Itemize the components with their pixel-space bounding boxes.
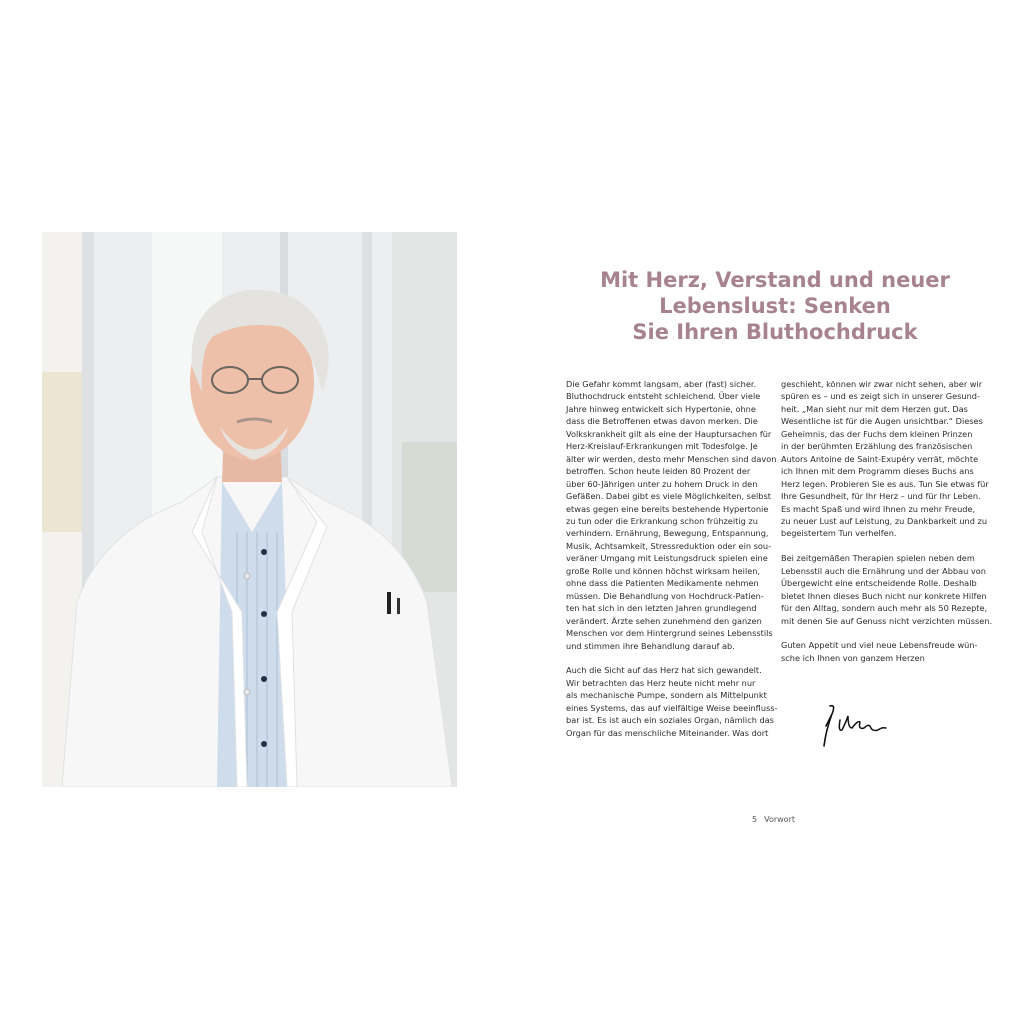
text-line: ohne dass die Patienten Medikamente nehmen bbox=[566, 578, 759, 589]
text-line: Auch die Sicht auf das Herz hat sich gewandelt. bbox=[566, 665, 762, 676]
text-line: spüren es – und es zeigt sich in unserer Gesund- bbox=[781, 391, 980, 402]
text-line: Guten Appetit und viel neue Lebensfreude wün- bbox=[781, 640, 978, 651]
text-line: veräner Umgang mit Leistungsdruck spielen eine bbox=[566, 553, 768, 564]
text-line: etwas gegen eine bereits bestehende Hypertonie bbox=[566, 503, 769, 514]
text-line: Bei zeitgemäßen Therapien spielen neben dem bbox=[781, 553, 975, 564]
text-line: bietet Ihnen dieses Buch nicht nur konkrete Hilfen bbox=[781, 590, 987, 601]
body-column-left bbox=[566, 378, 778, 752]
paragraph bbox=[566, 664, 778, 739]
text-line: große Rolle und können höchst wirksam heilen, bbox=[566, 565, 761, 576]
text-line: Gefäßen. Dabei gibt es viele Möglichkeiten, selbst bbox=[566, 491, 771, 502]
text-line: müssen. Die Behandlung von Hochdruck-Patien- bbox=[566, 590, 764, 601]
text-line: Ihre Gesundheit, für Ihr Herz – und für Ihr Leben. bbox=[781, 491, 981, 502]
text-line: Musik, Achtsamkeit, Stressreduktion oder ein sou- bbox=[566, 540, 772, 551]
text-line: Übergewicht eine entscheidende Rolle. Deshalb bbox=[781, 578, 977, 589]
text-line: ten hat sich in den letzten Jahren grundlegend bbox=[566, 603, 757, 614]
text-line: heit. „Man sieht nur mit dem Herzen gut. Das bbox=[781, 403, 968, 414]
text-line: Wesentliche ist für die Augen unsichtbar.“ Dieses bbox=[781, 416, 983, 427]
article-title bbox=[570, 267, 980, 345]
text-line: Es macht Spaß und wird Ihnen zu mehr Freude, bbox=[781, 503, 976, 514]
text-line: Organ für das menschliche Miteinander. Was dort bbox=[566, 727, 769, 738]
text-line: verändert. Ärzte sehen zunehmend den ganzen bbox=[566, 615, 762, 626]
text-line: zu neuer Lust auf Leistung, zu Dankbarkeit und zu bbox=[781, 515, 988, 526]
text-line: Die Gefahr kommt langsam, aber (fast) sicher. bbox=[566, 379, 757, 389]
text-line: für den Alltag, sondern auch mehr als 50 Rezepte, bbox=[781, 603, 988, 614]
text-line: mit denen Sie auf Genuss nicht verzichten müssen. bbox=[781, 615, 993, 626]
page-footer bbox=[752, 815, 795, 824]
text-line: Lebensstil auch die Ernährung und der Abbau von bbox=[781, 565, 986, 576]
text-line: geschieht, können wir zwar nicht sehen, aber wir bbox=[781, 379, 983, 389]
text-line: über 60-Jährigen unter zu hohem Druck in den bbox=[566, 478, 758, 489]
text-line: Geheimnis, das der Fuchs dem kleinen Prinzen bbox=[781, 428, 973, 439]
text-line: zu tun oder die Erkrankung schon frühzeitig zu bbox=[566, 515, 758, 526]
text-line: betroffen. Schon heute leiden 80 Prozent der bbox=[566, 466, 751, 477]
text-line: Wir betrachten das Herz heute nicht mehr nur bbox=[566, 677, 756, 688]
text-line: in der berühmten Erzählung des französischen bbox=[781, 441, 973, 452]
text-line: Herz-Kreislauf-Erkrankungen mit Todesfolge. Je bbox=[566, 441, 758, 452]
text-line: sche ich Ihnen von ganzem Herzen bbox=[781, 652, 925, 663]
text-line: älter wir werden, desto mehr Menschen sind davon bbox=[566, 453, 777, 464]
text-line: Menschen vor dem Hintergrund seines Lebensstils bbox=[566, 628, 773, 639]
text-line: als mechanische Pumpe, sondern als Mittelpunkt bbox=[566, 690, 767, 701]
text-line: verhindern. Ernährung, Bewegung, Entspannung, bbox=[566, 528, 769, 539]
page-number: 5 bbox=[752, 815, 758, 824]
title-line: Sie Ihren Bluthochdruck bbox=[632, 320, 918, 344]
text-line: eines Systems, das auf vielfältige Weise beeinfluss- bbox=[566, 702, 778, 713]
text-line: Herz legen. Probieren Sie es aus. Tun Sie etwas für bbox=[781, 478, 989, 489]
text-line: begeistertem Tun verhelfen. bbox=[781, 528, 897, 539]
title-line: Mit Herz, Verstand und neuer bbox=[600, 268, 950, 292]
text-line: Bluthochdruck entsteht schleichend. Über viele bbox=[566, 391, 761, 402]
text-line: Volkskrankheit gilt als eine der Hauptursachen für bbox=[566, 428, 772, 439]
handwritten-signature bbox=[818, 700, 890, 752]
paragraph bbox=[781, 552, 993, 627]
text-line: dass die Betroffenen etwas davon merken. Die bbox=[566, 416, 758, 427]
text-line: ich Ihnen mit dem Programm dieses Buchs ans bbox=[781, 466, 974, 477]
text-line: und stimmen ihre Behandlung darauf ab. bbox=[566, 640, 735, 651]
paragraph bbox=[781, 639, 987, 664]
portrait-photo bbox=[42, 232, 457, 787]
section-name: Vorwort bbox=[764, 815, 795, 824]
paragraph bbox=[566, 378, 777, 652]
paragraph bbox=[781, 378, 987, 540]
text-line: Jahre hinweg entwickelt sich Hypertonie, ohne bbox=[566, 403, 756, 414]
portrait-illustration bbox=[42, 232, 457, 787]
title-line: Lebenslust: Senken bbox=[659, 294, 891, 318]
body-column-right bbox=[781, 378, 993, 677]
text-line: Autors Antoine de Saint-Exupéry verrät, möchte bbox=[781, 453, 979, 464]
text-line: bar ist. Es ist auch ein soziales Organ, nämlich das bbox=[566, 715, 774, 726]
